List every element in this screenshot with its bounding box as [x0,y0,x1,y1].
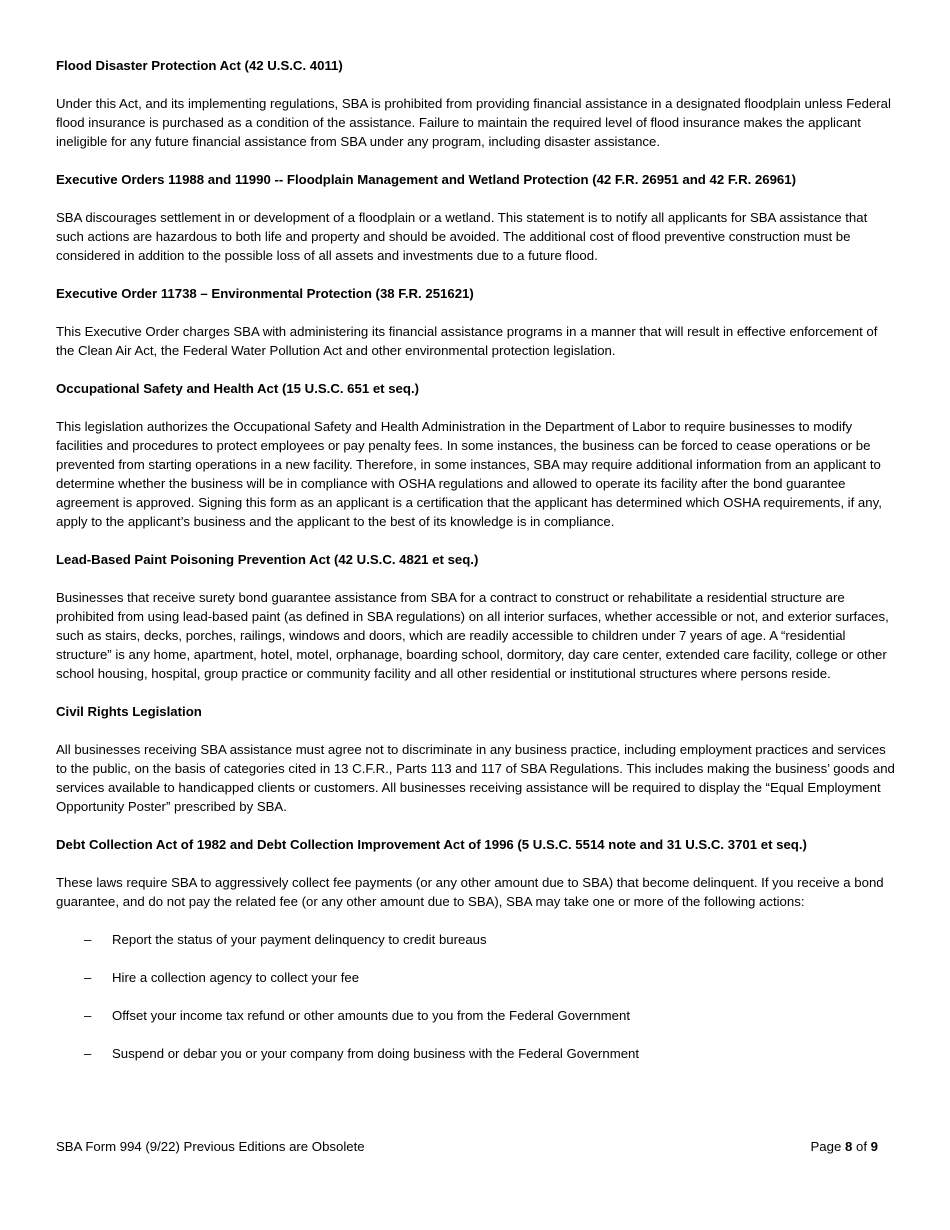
section-executive-order-environmental [56,284,896,360]
section-heading: Executive Orders 11988 and 11990 -- Floodplain Management and Wetland Protection (42 F.R. 26951 and 42 F.R. 26961) [56,172,796,187]
section-flood-disaster-act [56,56,896,151]
page-footer [56,1137,878,1156]
dash-bullet-icon: – [84,1046,92,1061]
section-heading: Flood Disaster Protection Act (42 U.S.C. 4011) [56,58,343,73]
section-lead-based-paint [56,550,896,683]
section-heading: Lead-Based Paint Poisoning Prevention Act (42 U.S.C. 4821 et seq.) [56,552,479,567]
dash-bullet-icon: – [84,970,92,985]
page-of: of [855,1139,867,1154]
dash-bullet-icon: – [84,1008,92,1023]
section-paragraph: These laws require SBA to aggressively collect fee payments (or any other amount due to SBA) that become delinquent. If you receive a bond guarantee, and do not pay the related fee (or any other amount due to SBA), SBA may take one or more of the following actions: [56,875,884,909]
page-body [56,56,896,1082]
list-item [84,1044,896,1063]
form-edition-label: SBA Form 994 (9/22) Previous Editions are Obsolete [56,1139,365,1154]
list-item-text: Suspend or debar you or your company from doing business with the Federal Government [112,1046,640,1061]
section-paragraph: SBA discourages settlement in or development of a floodplain or a wetland. This statement is to notify all applicants for SBA assistance that such actions are hazardous to both life and property and should be avoided. The additional cost of flood preventive construction must be considered in addition to the possible loss of all assets and investments due to a future flood. [56,210,868,263]
page-number [810,1137,878,1156]
current-page: 8 [844,1139,853,1154]
list-item [84,968,896,987]
section-osha [56,379,896,531]
list-item [84,1006,896,1025]
collection-actions-list [56,930,896,1063]
list-item-text: Report the status of your payment delinquency to credit bureaus [112,932,487,947]
section-debt-collection [56,835,896,1063]
section-paragraph: All businesses receiving SBA assistance must agree not to discriminate in any business practice, including employment practices and services to the public, on the basis of categories cited in 13 C.F.R., Parts 113 and 117 of SBA Regulations. This includes making the business’ goods and services available to handicapped clients or customers. All businesses receiving assistance will be required to display the “Equal Employment Opportunity Poster” prescribed by SBA. [56,742,895,814]
list-item-text: Offset your income tax refund or other amounts due to you from the Federal Government [112,1008,630,1023]
section-heading: Civil Rights Legislation [56,704,202,719]
list-item-text: Hire a collection agency to collect your fee [112,970,360,985]
section-paragraph: Under this Act, and its implementing regulations, SBA is prohibited from providing financial assistance in a designated floodplain unless Federal flood insurance is purchased as a condition of the assistance. Failure to maintain the required level of flood insurance makes the applicant ineligible for any future financial assistance from SBA under any program, including disaster assistance. [56,96,891,149]
list-item [84,930,896,949]
page-word: Page [810,1139,842,1154]
dash-bullet-icon: – [84,932,92,947]
section-civil-rights [56,702,896,816]
total-pages: 9 [870,1139,878,1154]
section-paragraph: Businesses that receive surety bond guarantee assistance from SBA for a contract to construct or rehabilitate a residential structure are prohibited from using lead-based paint (as defined in SBA regulations) on all interior surfaces, whether accessible or not, and exterior surfaces, such as stairs, decks, porches, railings, windows and doors, which are readily accessible to children under 7 years of age. A “residential structure” is any home, apartment, hotel, motel, orphanage, boarding school, dormitory, day care center, extended care facility, college or other school housing, hospital, group practice or community facility and all other residential or institutional structures where persons reside. [56,590,889,681]
section-heading: Debt Collection Act of 1982 and Debt Collection Improvement Act of 1996 (5 U.S.C. 5514 note and 31 U.S.C. 3701 et seq.) [56,837,807,852]
section-heading: Executive Order 11738 – Environmental Protection (38 F.R. 251621) [56,286,474,301]
section-paragraph: This Executive Order charges SBA with administering its financial assistance programs in a manner that will result in effective enforcement of the Clean Air Act, the Federal Water Pollution Act and other environmental protection legislation. [56,324,878,358]
section-paragraph: This legislation authorizes the Occupational Safety and Health Administration in the Department of Labor to require businesses to modify facilities and procedures to protect employees or pay penalty fees. In some instances, the business can be forced to cease operations or be prevented from starting operations in a new facility. Therefore, in some instances, SBA may require additional information from an applicant to determine whether the business will be in compliance with OSHA regulations and allowed to operate its facility after the bond guarantee agreement is approved. Signing this form as an applicant is a certification that the applicant has determined which OSHA requirements, if any, apply to the applicant’s business and the applicant to the best of its knowledge is in compliance. [56,419,882,529]
section-executive-orders-floodplain [56,170,896,265]
section-heading: Occupational Safety and Health Act (15 U.S.C. 651 et seq.) [56,381,420,396]
